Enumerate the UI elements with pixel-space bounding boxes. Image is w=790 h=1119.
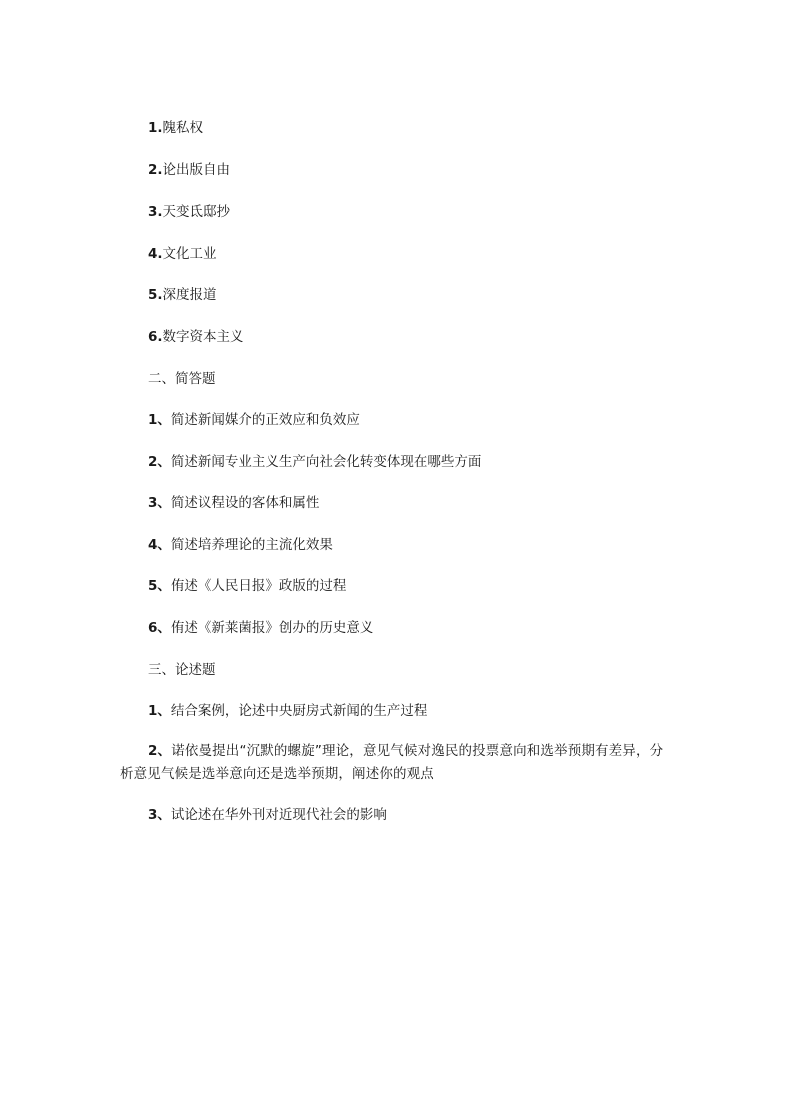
question-item (148, 494, 319, 512)
question-number: 3、 (148, 807, 171, 823)
term-number: 1. (148, 120, 163, 136)
question-number: 6、 (148, 620, 171, 636)
question-number: 4、 (148, 537, 171, 553)
question-item (148, 453, 481, 471)
term-item-4 (148, 245, 217, 263)
term-number: 5. (148, 287, 163, 303)
term-number: 2. (148, 162, 163, 178)
section-heading-short-answer: 二、简答题 (148, 371, 216, 387)
term-item-5 (148, 286, 217, 304)
term-number: 4. (148, 246, 163, 262)
term-text: 论出版自由 (162, 162, 231, 178)
essay-question-item (120, 740, 665, 786)
question-text: 诺依曼提出“沉默的螺旋”理论，意见气候对逸民的投票意向和选举预期有差异，分析意见气候是选举意向还是选举预期，阐述你的观点 (120, 743, 664, 782)
question-text: 简述新闻专业主义生产向社会化转变体现在哪些方面 (170, 454, 482, 470)
essay-question-item (148, 806, 387, 824)
question-item (148, 411, 360, 429)
question-number: 1、 (148, 412, 171, 428)
term-text: 深度报道 (162, 287, 217, 303)
question-item (148, 577, 346, 595)
question-number: 3、 (148, 495, 171, 511)
term-text: 数字资本主义 (162, 329, 244, 345)
term-item-2 (148, 161, 230, 179)
term-text: 隗私权 (162, 120, 204, 136)
question-text: 简述培养理论的主流化效果 (170, 537, 333, 553)
term-item-3 (148, 203, 230, 221)
question-text: 侑述《新莱菌报》创办的历史意义 (170, 620, 374, 636)
question-text: 简述新闻媒介的正效应和负效应 (170, 412, 360, 428)
section-heading-essay: 三、论述题 (148, 662, 216, 678)
question-number: 2、 (148, 454, 171, 470)
term-text: 天变氐邸抄 (162, 204, 231, 220)
term-number: 3. (148, 204, 163, 220)
term-text: 文化工业 (162, 246, 217, 262)
term-number: 6. (148, 329, 163, 345)
term-item-1 (148, 119, 203, 137)
question-number: 2、 (148, 743, 172, 759)
essay-question-item (148, 702, 427, 720)
question-text: 结合案例，论述中央厨房式新闻的生产过程 (170, 703, 428, 719)
question-text: 侑述《人民日报》政版的过程 (170, 578, 347, 594)
term-item-6 (148, 328, 244, 346)
question-number: 1、 (148, 703, 171, 719)
question-item (148, 536, 333, 554)
question-item (148, 619, 373, 637)
question-text: 试论述在华外刊对近现代社会的影响 (170, 807, 387, 823)
question-text: 简述议程设的客体和属性 (170, 495, 320, 511)
question-number: 5、 (148, 578, 171, 594)
